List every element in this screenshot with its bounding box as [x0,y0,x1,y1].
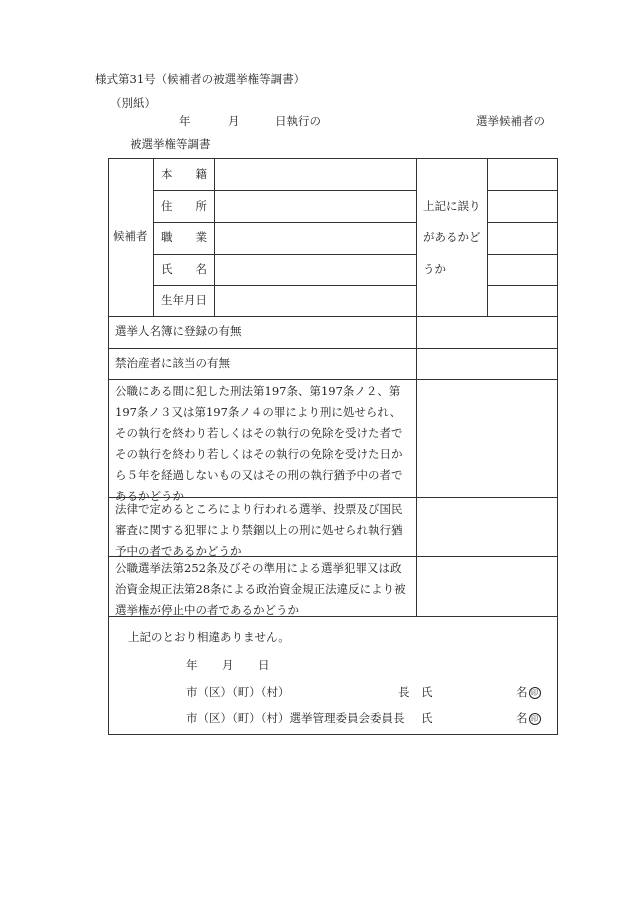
error-check-label-1: 上記に誤り [423,199,481,213]
answer-incompetent[interactable] [418,350,556,378]
date-year-label: 年 [179,114,191,128]
mayor-name-suffix [516,684,541,700]
value-address[interactable] [216,192,415,221]
field-occupation: 職 業 [161,230,207,244]
committee-name-label: 氏 [421,711,433,725]
value-birthdate[interactable] [216,287,415,315]
mayor-name-label: 氏 [421,685,433,699]
question-election-crime: 法律で定めるところにより行われる選挙、投票及び国民審査に関する犯罪により禁錮以上の刑に処せられ執行猶予中の者であるかどうか [115,502,403,558]
value-name[interactable] [216,256,415,284]
committee-name-suffix-text: 名 [516,711,528,725]
certification-statement: 上記のとおり相違ありません。 [128,630,290,644]
answer-voter-registry[interactable] [418,318,556,347]
answer-criminal-record[interactable] [418,381,556,496]
election-candidate-label: 選挙候補者の [476,114,545,128]
error-check-label-3: うか [423,262,446,276]
question-incompetent: 禁治産者に該当の有無 [115,356,230,370]
seal-icon: 印 [529,687,541,699]
committee-name-suffix [516,710,541,726]
field-address: 住 所 [161,199,207,213]
candidate-group-label: 候補者 [113,229,148,243]
cert-year-label: 年 [186,658,198,672]
field-honseki: 本 籍 [161,167,207,181]
question-voter-registry: 選挙人名簿に登録の有無 [115,324,242,338]
cert-day-label: 日 [258,658,270,672]
answer-suspension[interactable] [418,558,556,615]
error-check-label-2: があるかど [423,230,481,244]
value-honseki[interactable] [216,160,415,189]
attachment-label: （別紙） [110,96,156,110]
answer-election-crime[interactable] [418,499,556,555]
date-month-label: 月 [228,114,240,128]
value-occupation[interactable] [216,224,415,253]
mayor-name-suffix-text: 名 [516,685,528,699]
seal-icon: 印 [529,713,541,725]
mayor-municipality: 市（区）（町）（村） [186,685,290,699]
field-name: 氏 名 [161,262,207,276]
committee-chair: 市（区）（町）（村）選挙管理委員会委員長 [186,711,405,725]
mayor-title: 長 [398,685,410,699]
field-birthdate: 生年月日 [161,293,207,307]
cert-month-label: 月 [222,658,234,672]
question-suspension: 公職選挙法第252条及びその準用による選挙犯罪又は政治資金規正法第28条による政治資金規正法違反により被選挙権が停止中の者であるかどうか [115,561,406,617]
date-day-label: 日執行の [275,114,321,128]
question-criminal-record: 公職にある間に犯した刑法第197条、第197条ノ２、第197条ノ３又は第197条ノ４の罪により刑に処せられ、その執行を終わり若しくはその執行の免除を受けた者でその執行を終わり若しくはその執行の免除を受けた日から５年を経過しないもの又はその刑の執行猶予中の者であるかどうか [115,384,403,503]
document-title: 被選挙権等調書 [130,137,211,151]
form-title: 様式第31号（候補者の被選挙権等調書） [95,72,306,86]
